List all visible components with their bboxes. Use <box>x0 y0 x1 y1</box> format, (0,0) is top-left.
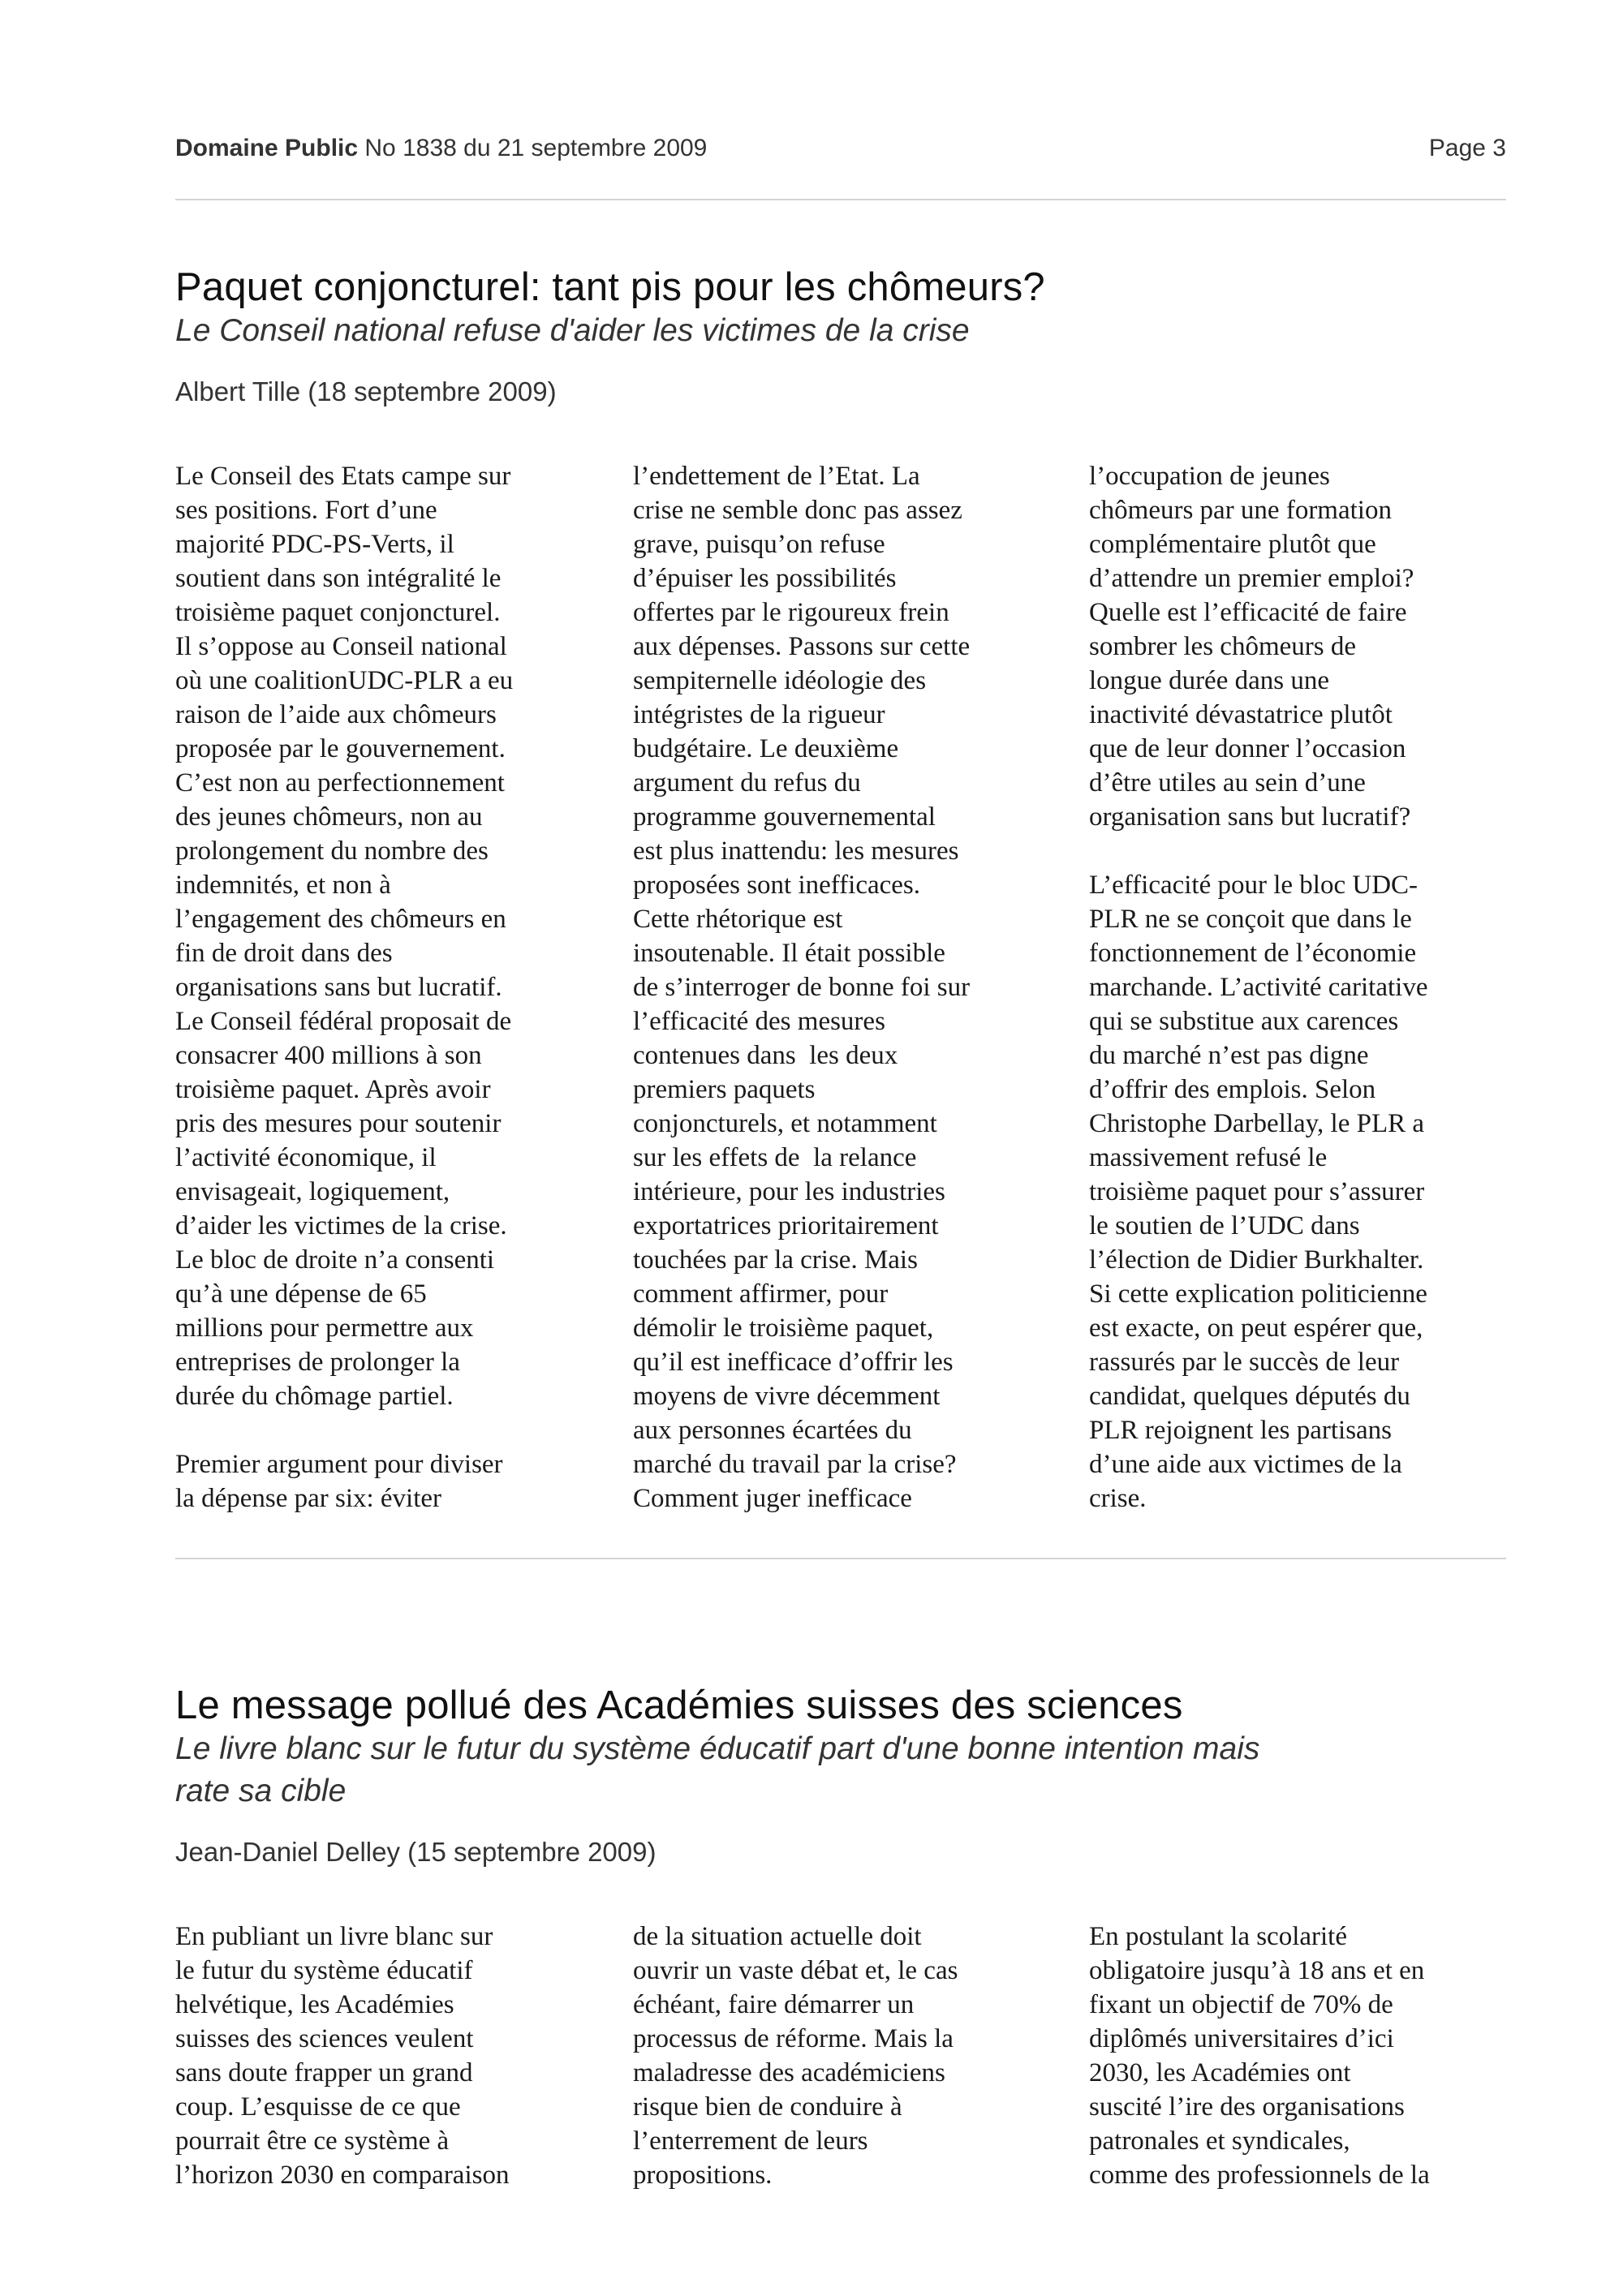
text-line: PLR ne se conçoit que dans le <box>1089 905 1412 934</box>
text-line: entreprises de prolonger la <box>175 1348 460 1377</box>
text-line: aux personnes écartées du <box>633 1416 912 1445</box>
text-line: inactivité dévastatrice plutôt <box>1089 700 1393 729</box>
subtitle-line: Le Conseil national refuse d'aider les victimes de la crise <box>175 313 970 348</box>
text-line: millions pour permettre aux <box>175 1314 474 1343</box>
text-line: premiers paquets <box>633 1075 816 1104</box>
text-line: longue durée dans une <box>1089 666 1329 695</box>
text-line: troisième paquet conjoncturel. <box>175 598 501 627</box>
text-line: maladresse des académiciens <box>633 2058 945 2087</box>
paragraph <box>1089 1920 1511 2192</box>
text-line: propositions. <box>633 2161 773 2190</box>
text-line: qui se substitue aux carences <box>1089 1007 1399 1036</box>
text-line: comment affirmer, pour <box>633 1279 889 1309</box>
text-line: Premier argument pour diviser <box>175 1450 503 1479</box>
text-line: raison de l’aide aux chômeurs <box>175 700 497 729</box>
article-title: Le message pollué des Académies suisses des sciences <box>175 1683 1183 1727</box>
page-number: Page 3 <box>1428 135 1506 161</box>
text-line: insoutenable. Il était possible <box>633 939 945 968</box>
text-line: aux dépenses. Passons sur cette <box>633 632 971 661</box>
text-line: est plus inattendu: les mesures <box>633 836 959 866</box>
text-line: C’est non au perfectionnement <box>175 768 505 798</box>
text-line: d’attendre un premier emploi? <box>1089 564 1414 593</box>
article-byline: Jean-Daniel Delley (15 septembre 2009) <box>175 1837 657 1867</box>
text-line: d’être utiles au sein d’une <box>1089 768 1366 798</box>
text-line: proposées sont inefficaces. <box>633 871 921 900</box>
article-subtitle <box>175 310 1506 352</box>
text-line: pourrait être ce système à <box>175 2126 450 2156</box>
header-divider <box>175 199 1506 200</box>
paragraph <box>1089 868 1511 1516</box>
text-line: marchande. L’activité caritative <box>1089 973 1428 1002</box>
text-line: PLR rejoignent les partisans <box>1089 1416 1393 1445</box>
text-line: fonctionnement de l’économie <box>1089 939 1417 968</box>
text-line: pris des mesures pour soutenir <box>175 1109 502 1138</box>
text-line: majorité PDC-PS-Verts, il <box>175 530 454 559</box>
subtitle-line: Le livre blanc sur le futur du système éducatif part d'une bonne intention mais <box>175 1731 1260 1766</box>
text-line: soutient dans son intégralité le <box>175 564 502 593</box>
text-line: consacrer 400 millions à son <box>175 1041 482 1070</box>
text-line: Le bloc de droite n’a consenti <box>175 1245 495 1275</box>
article-divider <box>175 1558 1506 1559</box>
article-title: Paquet conjoncturel: tant pis pour les chômeurs? <box>175 265 1045 309</box>
text-line: 2030, les Académies ont <box>1089 2058 1351 2087</box>
text-line: chômeurs par une formation <box>1089 496 1392 525</box>
text-line: où une coalitionUDC-PLR a eu <box>175 666 514 695</box>
paragraph <box>175 1447 597 1516</box>
publication-name: Domaine Public <box>175 135 359 161</box>
text-line: le futur du système éducatif <box>175 1956 473 1985</box>
text-line: d’aider les victimes de la crise. <box>175 1211 507 1240</box>
text-line: qu’il est inefficace d’offrir les <box>633 1348 954 1377</box>
text-line: organisations sans but lucratif. <box>175 973 502 1002</box>
text-line: crise ne semble donc pas assez <box>633 496 962 525</box>
column-3 <box>1089 1920 1511 2192</box>
issue-info: No 1838 du 21 septembre 2009 <box>364 135 708 161</box>
text-line: risque bien de conduire à <box>633 2092 902 2122</box>
text-line: Cette rhétorique est <box>633 905 843 934</box>
text-line: conjoncturels, et notamment <box>633 1109 937 1138</box>
text-line: rassurés par le succès de leur <box>1089 1348 1400 1377</box>
text-line: du marché n’est pas digne <box>1089 1041 1369 1070</box>
text-line: grave, puisqu’on refuse <box>633 530 885 559</box>
text-line: crise. <box>1089 1484 1147 1513</box>
text-line: contenues dans les deux <box>633 1041 898 1070</box>
text-line: Christophe Darbellay, le PLR a <box>1089 1109 1425 1138</box>
text-line: budgétaire. Le deuxième <box>633 734 899 763</box>
text-line: l’élection de Didier Burkhalter. <box>1089 1245 1424 1275</box>
text-line: comme des professionnels de la <box>1089 2161 1430 2190</box>
text-line: offertes par le rigoureux frein <box>633 598 949 627</box>
text-line: candidat, quelques députés du <box>1089 1382 1410 1411</box>
column-2 <box>633 1920 1055 2192</box>
text-line: l’horizon 2030 en comparaison <box>175 2161 510 2190</box>
text-line: durée du chômage partiel. <box>175 1382 454 1411</box>
text-line: Comment juger inefficace <box>633 1484 912 1513</box>
text-line: l’efficacité des mesures <box>633 1007 885 1036</box>
text-line: L’efficacité pour le bloc UDC- <box>1089 871 1419 900</box>
text-line: organisation sans but lucratif? <box>1089 802 1411 832</box>
text-line: intégristes de la rigueur <box>633 700 885 729</box>
text-line: de la situation actuelle doit <box>633 1922 922 1951</box>
text-line: suisses des sciences veulent <box>175 2024 474 2053</box>
text-line: touchées par la crise. Mais <box>633 1245 918 1275</box>
text-line: Si cette explication politicienne <box>1089 1279 1427 1309</box>
text-line: sempiternelle idéologie des <box>633 666 927 695</box>
text-line: Quelle est l’efficacité de faire <box>1089 598 1407 627</box>
column-2 <box>633 459 1055 1516</box>
text-line: l’enterrement de leurs <box>633 2126 868 2156</box>
text-line: fin de droit dans des <box>175 939 393 968</box>
paragraph <box>1089 459 1511 834</box>
text-line: envisageait, logiquement, <box>175 1177 450 1206</box>
text-line: ses positions. Fort d’une <box>175 496 437 525</box>
text-line: intérieure, pour les industries <box>633 1177 945 1206</box>
text-line: programme gouvernemental <box>633 802 936 832</box>
paragraph <box>633 1920 1055 2192</box>
article-paquet-conjoncturel <box>175 264 1506 1513</box>
text-line: suscité l’ire des organisations <box>1089 2092 1405 2122</box>
text-line: le soutien de l’UDC dans <box>1089 1211 1360 1240</box>
text-line: troisième paquet pour s’assurer <box>1089 1177 1425 1206</box>
text-line: En publiant un livre blanc sur <box>175 1922 493 1951</box>
text-line: patronales et syndicales, <box>1089 2126 1350 2156</box>
subtitle-line: rate sa cible <box>175 1774 347 1808</box>
text-line: sans doute frapper un grand <box>175 2058 473 2087</box>
article-subtitle <box>175 1728 1506 1812</box>
text-line: démolir le troisième paquet, <box>633 1314 934 1343</box>
text-line: indemnités, et non à <box>175 871 391 900</box>
text-line: l’activité économique, il <box>175 1143 437 1172</box>
text-line: l’endettement de l’Etat. La <box>633 462 920 491</box>
text-line: des jeunes chômeurs, non au <box>175 802 483 832</box>
text-line: de s’interroger de bonne foi sur <box>633 973 971 1002</box>
column-3 <box>1089 459 1511 1516</box>
text-line: est exacte, on peut espérer que, <box>1089 1314 1423 1343</box>
text-line: la dépense par six: éviter <box>175 1484 442 1513</box>
text-line: obligatoire jusqu’à 18 ans et en <box>1089 1956 1425 1985</box>
page-header <box>175 135 1506 167</box>
text-line: d’épuiser les possibilités <box>633 564 897 593</box>
text-line: coup. L’esquisse de ce que <box>175 2092 461 2122</box>
text-line: Le Conseil fédéral proposait de <box>175 1007 512 1036</box>
text-line: sombrer les chômeurs de <box>1089 632 1356 661</box>
column-1 <box>175 1920 597 2192</box>
text-line: Le Conseil des Etats campe sur <box>175 462 511 491</box>
text-line: d’offrir des emplois. Selon <box>1089 1075 1376 1104</box>
text-line: moyens de vivre décemment <box>633 1382 941 1411</box>
text-line: Il s’oppose au Conseil national <box>175 632 507 661</box>
text-line: échéant, faire démarrer un <box>633 1990 915 2019</box>
paragraph <box>175 459 597 1413</box>
text-line: d’une aide aux victimes de la <box>1089 1450 1402 1479</box>
text-line: que de leur donner l’occasion <box>1089 734 1406 763</box>
paragraph <box>175 1920 597 2192</box>
text-line: sur les effets de la relance <box>633 1143 917 1172</box>
paragraph <box>633 459 1055 1516</box>
text-line: En postulant la scolarité <box>1089 1922 1347 1951</box>
article-byline: Albert Tille (18 septembre 2009) <box>175 376 557 406</box>
text-line: qu’à une dépense de 65 <box>175 1279 427 1309</box>
text-line: l’occupation de jeunes <box>1089 462 1330 491</box>
text-line: fixant un objectif de 70% de <box>1089 1990 1393 2019</box>
text-line: l’engagement des chômeurs en <box>175 905 506 934</box>
text-line: prolongement du nombre des <box>175 836 489 866</box>
text-line: exportatrices prioritairement <box>633 1211 939 1240</box>
article-academies <box>175 1683 1506 2190</box>
text-line: processus de réforme. Mais la <box>633 2024 954 2053</box>
text-line: troisième paquet. Après avoir <box>175 1075 491 1104</box>
text-line: complémentaire plutôt que <box>1089 530 1376 559</box>
text-line: massivement refusé le <box>1089 1143 1328 1172</box>
column-1 <box>175 459 597 1516</box>
text-line: diplômés universitaires d’ici <box>1089 2024 1394 2053</box>
text-line: helvétique, les Académies <box>175 1990 454 2019</box>
text-line: argument du refus du <box>633 768 861 798</box>
text-line: proposée par le gouvernement. <box>175 734 506 763</box>
text-line: ouvrir un vaste débat et, le cas <box>633 1956 958 1985</box>
text-line: marché du travail par la crise? <box>633 1450 957 1479</box>
